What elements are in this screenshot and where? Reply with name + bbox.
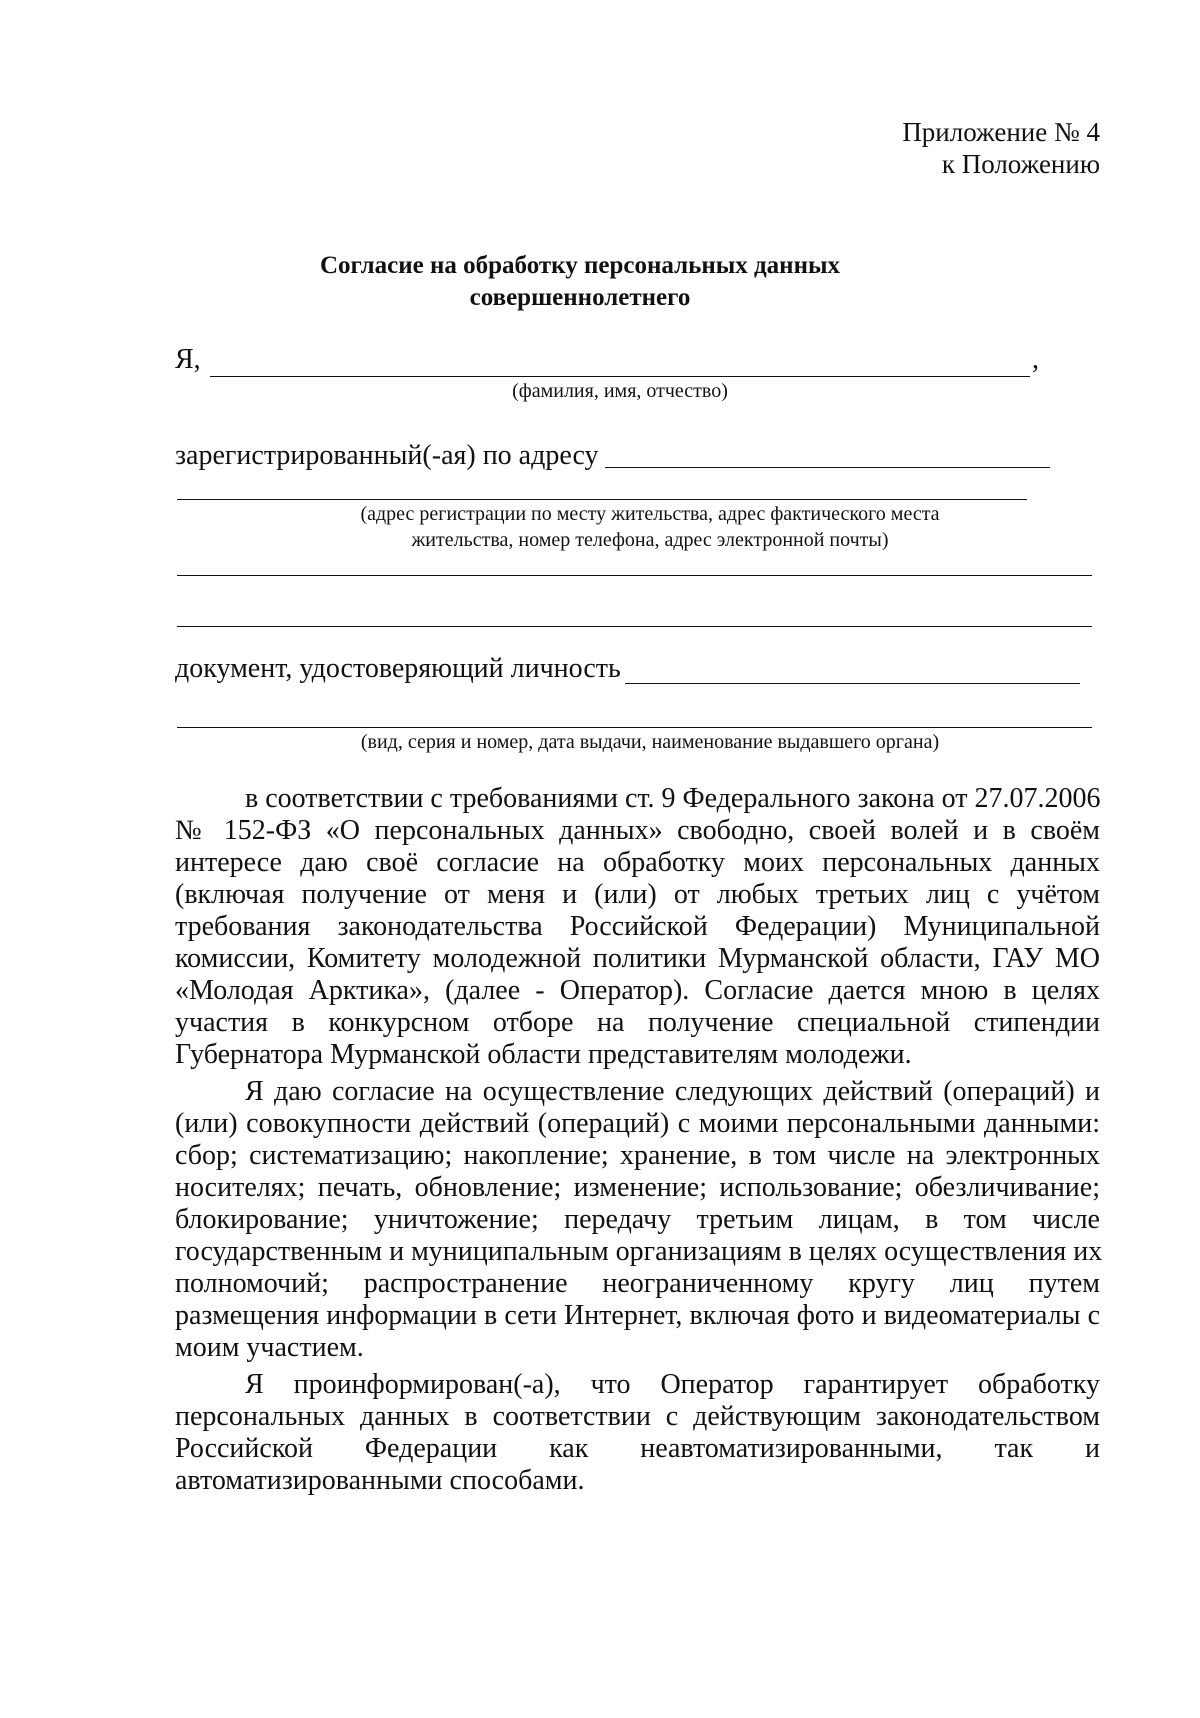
appendix-number: Приложение № 4 — [902, 117, 1100, 147]
paragraph-line: Я даю согласие на осуществление следующих действий (операций) и — [245, 1076, 1100, 1107]
paragraph-line: требования законодательства Российской Федерации) Муниципальной — [175, 911, 1100, 942]
address-field-line-1[interactable] — [605, 467, 1050, 468]
document-title — [170, 250, 990, 314]
paragraph-line: блокирование; уничтожение; передачу третьим лицам, в том числе — [175, 1204, 1100, 1235]
paragraph-line: «Молодая Арктика», (далее - Оператор). Согласие дается мною в целях — [175, 975, 1100, 1006]
address-field-line-4[interactable] — [177, 626, 1092, 627]
appendix-header — [800, 116, 1100, 180]
address-caption — [260, 501, 1040, 553]
paragraph-line: автоматизированными способами. — [175, 1465, 585, 1496]
paragraph-line: Я проинформирован(-а), что Оператор гарантирует обработку — [245, 1369, 1100, 1400]
paragraph-line: сбор; систематизацию; накопление; хранение, в том числе на электронных — [175, 1140, 1100, 1171]
consent-paragraph-3 — [175, 1369, 1100, 1497]
appendix-reference: к Положению — [941, 149, 1100, 179]
address-caption-line-1: (адрес регистрации по месту жительства, адрес фактического места — [360, 503, 940, 525]
paragraph-line: моим участием. — [175, 1332, 364, 1363]
paragraph-line: участия в конкурсном отборе на получение специальной стипендии — [175, 1007, 1100, 1038]
paragraph-line: (или) совокупности действий (операций) с моими персональными данными: — [175, 1108, 1100, 1139]
name-suffix: , — [1032, 344, 1039, 375]
paragraph-line: персональных данных в соответствии с действующим законодательством — [175, 1401, 1100, 1432]
address-field-line-3[interactable] — [177, 575, 1092, 576]
paragraph-line: в соответствии с требованиями ст. 9 Федерального закона от 27.07.2006 — [245, 783, 1101, 814]
consent-paragraph-1 — [175, 783, 1100, 1071]
name-prefix: Я, — [175, 344, 201, 375]
paragraph-line: интересе даю своё согласие на обработку моих персональных данных — [175, 847, 1100, 878]
address-caption-line-2: жительства, номер телефона, адрес электронной почты) — [411, 529, 889, 551]
paragraph-line: Губернатора Мурманской области представителям молодежи. — [175, 1039, 912, 1070]
name-caption: (фамилия, имя, отчество) — [512, 380, 728, 402]
paragraph-line: полномочий; распространение неограниченному кругу лиц путем — [175, 1268, 1100, 1299]
paragraph-line: носителях; печать, обновление; изменение; использование; обезличивание; — [175, 1172, 1100, 1203]
paragraph-line: № 152-ФЗ «О персональных данных» свободно, своей волей и в своём — [175, 815, 1100, 846]
paragraph-line: (включая получение от меня и (или) от любых третьих лиц с учётом — [175, 879, 1100, 910]
title-line-1: Согласие на обработку персональных данных — [319, 252, 840, 279]
name-field-line[interactable] — [210, 376, 1030, 377]
paragraph-line: комиссии, Комитету молодежной политики Мурманской области, ГАУ МО — [175, 943, 1100, 974]
document-caption: (вид, серия и номер, дата выдачи, наименование выдавшего органа) — [360, 731, 940, 753]
address-label: зарегистрированный(-ая) по адресу — [175, 440, 599, 471]
document-field-line-2[interactable] — [177, 727, 1092, 728]
address-field-line-2[interactable] — [177, 499, 1027, 500]
paragraph-line: Российской Федерации как неавтоматизированными, так и — [175, 1433, 1100, 1464]
title-line-2: совершеннолетнего — [469, 284, 691, 311]
paragraph-line: размещения информации в сети Интернет, включая фото и видеоматериалы с — [175, 1300, 1100, 1331]
paragraph-line: государственным и муниципальным организациям в целях осуществления их — [175, 1236, 1103, 1267]
consent-paragraph-2 — [175, 1076, 1103, 1364]
document-label: документ, удостоверяющий личность — [175, 653, 621, 684]
document-field-line-1[interactable] — [625, 683, 1080, 684]
